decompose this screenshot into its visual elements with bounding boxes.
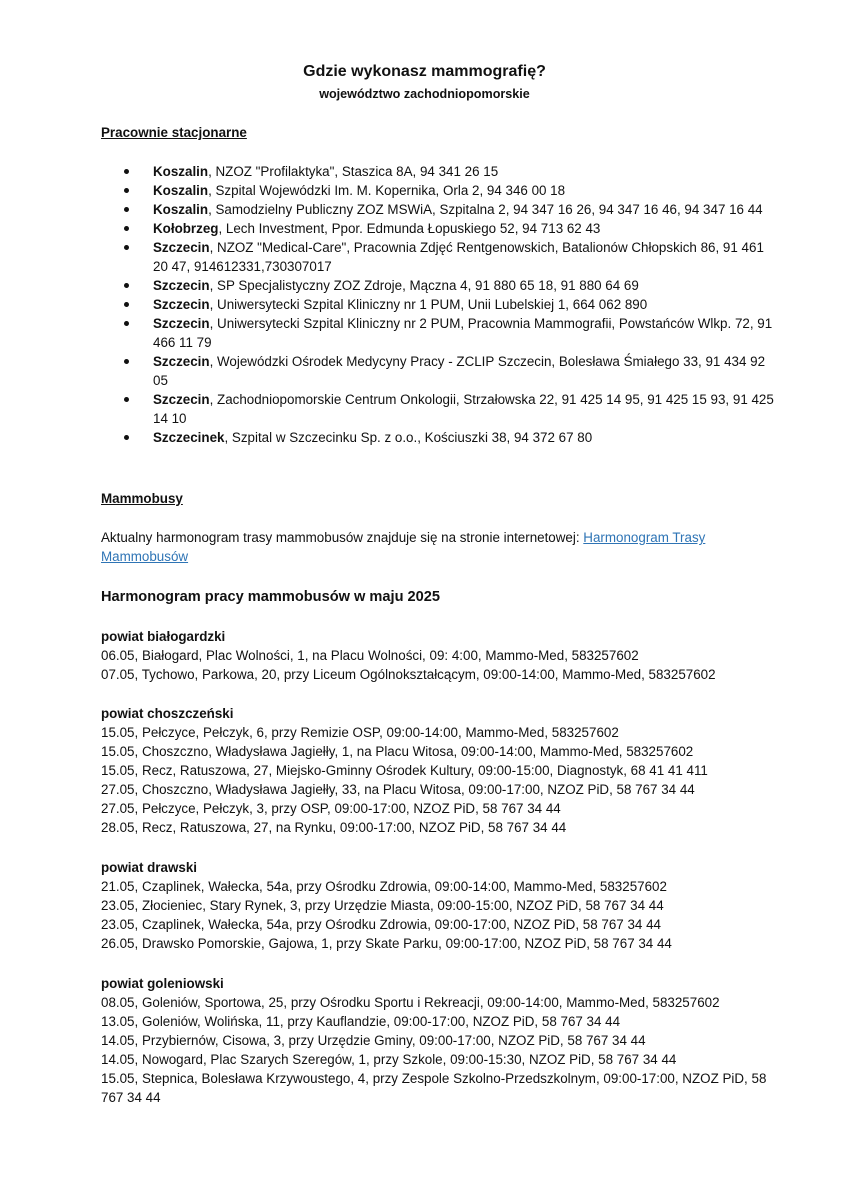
district-name: powiat białogardzki: [101, 629, 226, 644]
list-item: [101, 352, 781, 390]
bullet-icon: [124, 359, 129, 364]
schedule-entry: 15.05, Choszczno, Władysława Jagiełły, 1, na Placu Witosa, 09:00-14:00, Mammo-Med, 583257602: [101, 744, 694, 759]
list-item-city: Szczecinek: [153, 430, 225, 445]
list-item-city: Szczecin: [153, 392, 210, 407]
list-item: [101, 181, 781, 200]
bullet-icon: [124, 226, 129, 231]
list-item-city: Koszalin: [153, 164, 209, 179]
list-item-city: Szczecin: [153, 278, 210, 293]
bullet-icon: [124, 321, 129, 326]
bullet-icon: [124, 207, 129, 212]
district-name: powiat choszczeński: [101, 706, 234, 721]
list-item-city: Koszalin: [153, 202, 209, 217]
list-item-details: , Zachodniopomorskie Centrum Onkologii, Strzałowska 22, 91 425 14 95, 91 425 15 93, 91 425 14 10: [153, 392, 774, 426]
bullet-icon: [124, 169, 129, 174]
bullet-icon: [124, 397, 129, 402]
district-name: powiat goleniowski: [101, 976, 224, 991]
stationary-heading: Pracownie stacjonarne: [101, 125, 247, 140]
district-goleniowski: [101, 974, 791, 1107]
schedule-entry: 23.05, Czaplinek, Wałecka, 54a, przy Ośrodku Zdrowia, 09:00-17:00, NZOZ PiD, 58 767 34 44: [101, 917, 661, 932]
list-item: [101, 428, 781, 447]
bullet-icon: [124, 435, 129, 440]
schedule-entry: 14.05, Nowogard, Plac Szarych Szeregów, 1, przy Szkole, 09:00-15:30, NZOZ PiD, 58 767 34 44: [101, 1052, 677, 1067]
list-item-city: Kołobrzeg: [153, 221, 219, 236]
stationary-list: [101, 162, 781, 447]
schedule-entry: 26.05, Drawsko Pomorskie, Gajowa, 1, przy Skate Parku, 09:00-17:00, NZOZ PiD, 58 767 34 44: [101, 936, 672, 951]
list-item-details: , Uniwersytecki Szpital Kliniczny nr 1 PUM, Unii Lubelskiej 1, 664 062 890: [209, 297, 648, 312]
list-item: [101, 238, 781, 276]
schedule-entry: 15.05, Stepnica, Bolesława Krzywoustego, 4, przy Zespole Szkolno-Przedszkolnym, 09:00-17:00, NZOZ PiD, 58 767 34 44: [101, 1071, 767, 1105]
list-item-details: , NZOZ "Medical-Care", Pracownia Zdjęć Rentgenowskich, Batalionów Chłopskich 86, 91 461 20 47, 914612331,730307017: [153, 240, 764, 274]
list-item-details: , Szpital w Szczecinku Sp. z o.o., Kościuszki 38, 94 372 67 80: [224, 430, 593, 445]
district-bialogardzki: [101, 627, 791, 684]
district-choszczenski: [101, 704, 791, 837]
bullet-icon: [124, 302, 129, 307]
district-drawski: [101, 858, 791, 953]
list-item: [101, 200, 781, 219]
list-item-city: Szczecin: [153, 240, 210, 255]
list-item-details: , Lech Investment, Ppor. Edmunda Łopuskiego 52, 94 713 62 43: [218, 221, 601, 236]
list-item: [101, 390, 781, 428]
schedule-entry: 14.05, Przybiernów, Cisowa, 3, przy Urzędzie Gminy, 09:00-17:00, NZOZ PiD, 58 767 34 44: [101, 1033, 646, 1048]
schedule-entry: 15.05, Recz, Ratuszowa, 27, Miejsko-Gminny Ośrodek Kultury, 09:00-15:00, Diagnostyk, 68 41 41 411: [101, 763, 708, 778]
list-item-details: , SP Specjalistyczny ZOZ Zdroje, Mączna 4, 91 880 65 18, 91 880 64 69: [209, 278, 639, 293]
list-item-details: , Wojewódzki Ośrodek Medycyny Pracy - ZCLIP Szczecin, Bolesława Śmiałego 33, 91 434 92 05: [153, 354, 766, 388]
page-title: Gdzie wykonasz mammografię?: [303, 63, 546, 80]
schedule-entry: 13.05, Goleniów, Wolińska, 11, przy Kauflandzie, 09:00-17:00, NZOZ PiD, 58 767 34 44: [101, 1014, 621, 1029]
list-item-city: Szczecin: [153, 297, 210, 312]
mammobus-info-text: Aktualny harmonogram trasy mammobusów znajduje się na stronie internetowej:: [101, 530, 584, 545]
schedule-entry: 28.05, Recz, Ratuszowa, 27, na Rynku, 09:00-17:00, NZOZ PiD, 58 767 34 44: [101, 820, 567, 835]
list-item: [101, 276, 781, 295]
list-item-details: , Samodzielny Publiczny ZOZ MSWiA, Szpitalna 2, 94 347 16 26, 94 347 16 46, 94 347 16 44: [208, 202, 763, 217]
list-item: [101, 314, 781, 352]
list-item-city: Szczecin: [153, 316, 210, 331]
list-item: [101, 219, 781, 238]
schedule-heading: Harmonogram pracy mammobusów w maju 2025: [101, 589, 441, 605]
schedule-entry: 21.05, Czaplinek, Wałecka, 54a, przy Ośrodku Zdrowia, 09:00-14:00, Mammo-Med, 583257602: [101, 879, 667, 894]
bullet-icon: [124, 245, 129, 250]
schedule-link[interactable]: Harmonogram Trasy Mammobusów: [101, 530, 706, 564]
schedule-entry: 08.05, Goleniów, Sportowa, 25, przy Ośrodku Sportu i Rekreacji, 09:00-14:00, Mammo-Med, 583257602: [101, 995, 720, 1010]
list-item-details: , Uniwersytecki Szpital Kliniczny nr 2 PUM, Pracownia Mammografii, Powstańców Wlkp. 72, 91 466 11 79: [153, 316, 773, 350]
list-item-details: , NZOZ "Profilaktyka", Staszica 8A, 94 341 26 15: [208, 164, 499, 179]
district-name: powiat drawski: [101, 860, 197, 875]
list-item: [101, 295, 781, 314]
list-item-city: Szczecin: [153, 354, 210, 369]
list-item-details: , Szpital Wojewódzki Im. M. Kopernika, Orla 2, 94 346 00 18: [208, 183, 566, 198]
mammobus-heading: Mammobusy: [101, 491, 183, 506]
page-subtitle: województwo zachodniopomorskie: [319, 87, 530, 101]
bullet-icon: [124, 188, 129, 193]
schedule-entry: 23.05, Złocieniec, Stary Rynek, 3, przy Urzędzie Miasta, 09:00-15:00, NZOZ PiD, 58 767 34 44: [101, 898, 664, 913]
bullet-icon: [124, 283, 129, 288]
schedule-entry: 27.05, Pełczyce, Pełczyk, 3, przy OSP, 09:00-17:00, NZOZ PiD, 58 767 34 44: [101, 801, 561, 816]
mammobus-info: [101, 528, 781, 566]
schedule-entry: 27.05, Choszczno, Władysława Jagiełły, 33, na Placu Witosa, 09:00-17:00, NZOZ PiD, 58 767 34 44: [101, 782, 695, 797]
schedule-entry: 15.05, Pełczyce, Pełczyk, 6, przy Remizie OSP, 09:00-14:00, Mammo-Med, 583257602: [101, 725, 619, 740]
schedule-entry: 06.05, Białogard, Plac Wolności, 1, na Placu Wolności, 09: 4:00, Mammo-Med, 583257602: [101, 648, 639, 663]
list-item: [101, 162, 781, 181]
schedule-entry: 07.05, Tychowo, Parkowa, 20, przy Liceum Ogólnokształcącym, 09:00-14:00, Mammo-Med, 583257602: [101, 667, 716, 682]
list-item-city: Koszalin: [153, 183, 209, 198]
